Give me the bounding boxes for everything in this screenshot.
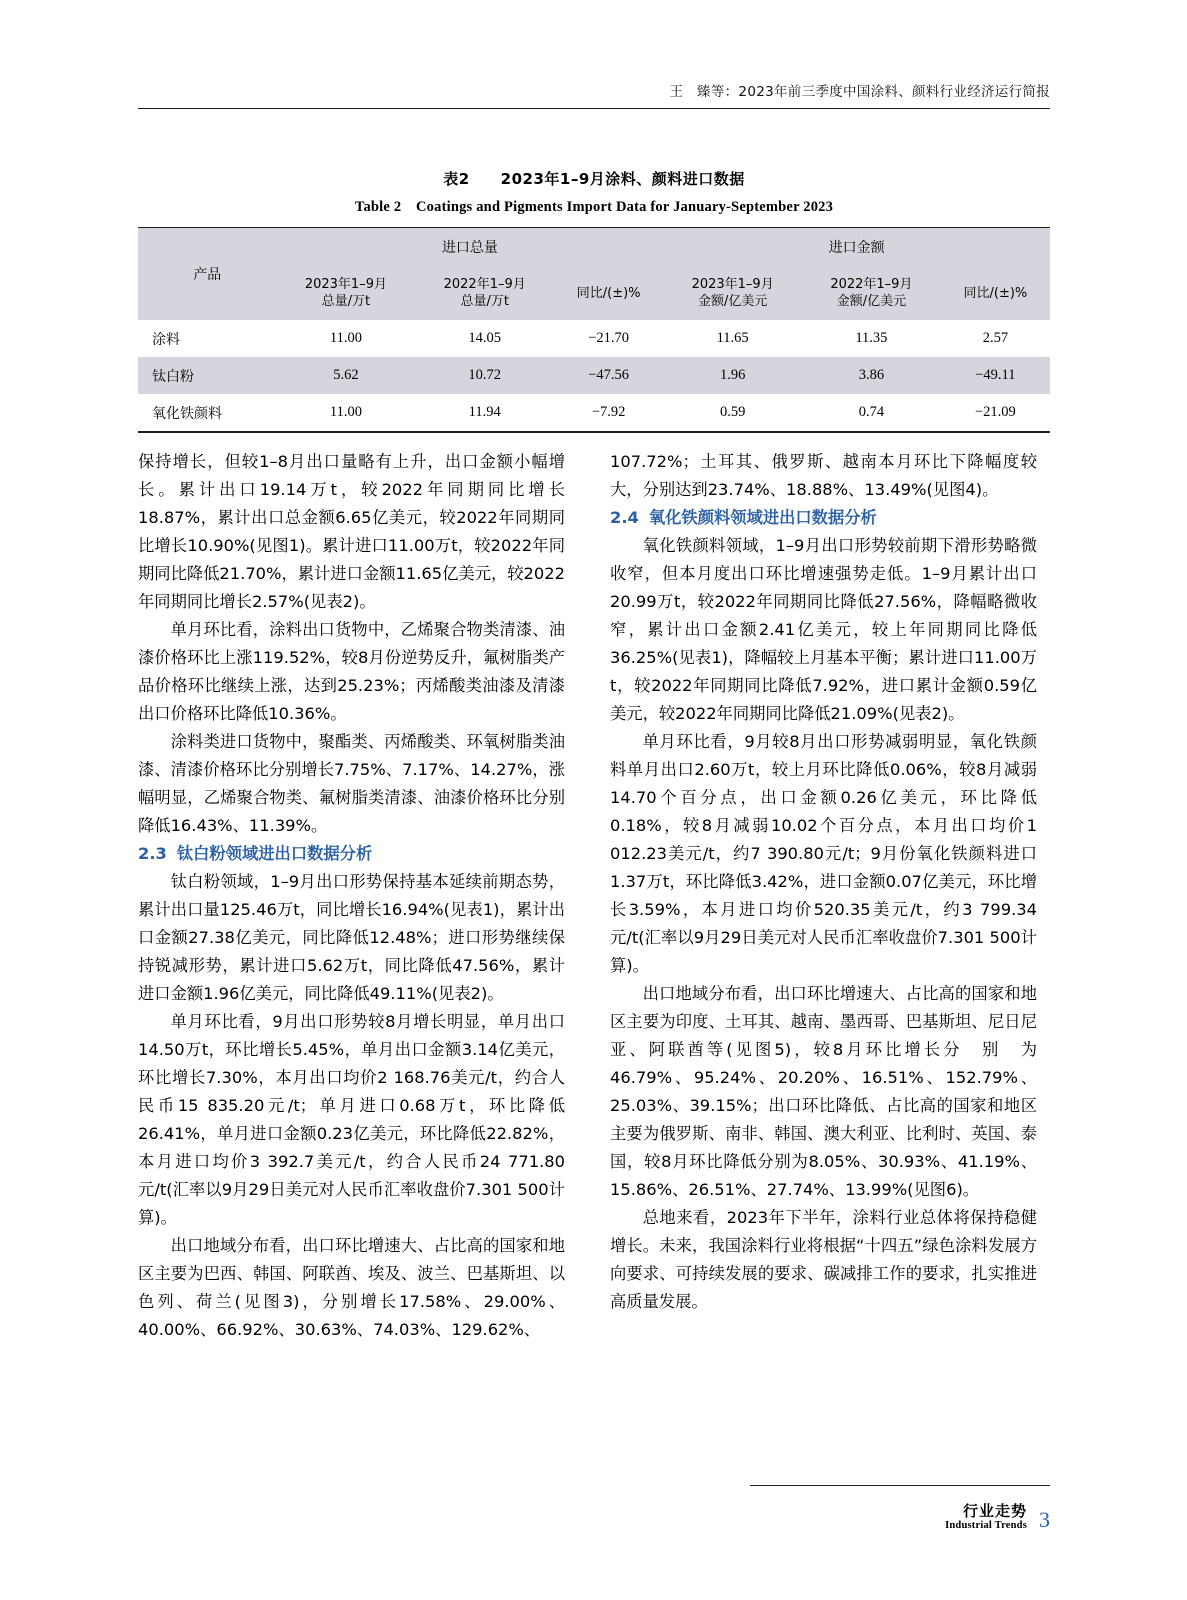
cell-volume-2023: 5.62 [277, 357, 416, 394]
paragraph: 保持增长，但较1–8月出口量略有上升，出口金额小幅增长。累计出口19.14万t，较2022年同期同比增长18.87%，累计出口总金额6.65亿美元，较2022年同期同比增长10.90%(见图1)。累计进口11.00万t，较2022年同期同比降低21.70%，累计进口金额11.65亿美元，较2022年同期同比增长2.57%(见表2)。 [138, 452, 565, 612]
page-footer [750, 1488, 1050, 1532]
footer-label-cn: 行业走势 [962, 1501, 1027, 1520]
section-number: 2.3 [138, 844, 167, 864]
body-column-right [610, 448, 1037, 1316]
paragraph: 出口地域分布看，出口环比增速大、占比高的国家和地区主要为印度、土耳其、越南、墨西哥、巴基斯坦、尼日尼亚、阿联酋等(见图5)，较8月环比增长分 别 为46.79%、95.24%、20.20%、16.51%、152.79%、25.03%、39.15%；出口环比降低、占比高的国家和地区主要为俄罗斯、南非、韩国、澳大利亚、比利时、英国、泰国，较8月环比降低分别为8.05%、30.93%、41.19%、15.86%、26.51%、27.74%、13.99%(见图6)。 [610, 984, 1037, 1200]
cell-product: 氧化铁颜料 [152, 405, 222, 422]
th-amount-2022-line2: 金额/亿美元 [836, 294, 907, 310]
table-title-cn: 表2 2023年1–9月涂料、颜料进口数据 [443, 170, 745, 188]
th-amount-2023 [663, 266, 802, 320]
th-volume-yoy: 同比/(±)% [554, 266, 663, 320]
cell-amount-yoy: −49.11 [941, 357, 1050, 394]
th-amount-2023-line2: 金额/亿美元 [697, 294, 768, 310]
cell-amount-2023: 1.96 [663, 357, 802, 394]
section-title: 钛白粉领域进出口数据分析 [176, 844, 373, 864]
cell-volume-yoy: −47.56 [554, 357, 663, 394]
body-column-left [138, 448, 565, 1345]
cell-volume-2022: 14.05 [468, 330, 501, 347]
cell-amount-yoy: −21.09 [974, 404, 1016, 421]
th-volume-2022-line1: 2022年1–9月 [443, 276, 526, 292]
cell-volume-2023: 11.00 [329, 330, 362, 347]
import-data-table [138, 228, 1050, 431]
header-rule [138, 108, 1050, 109]
table-row [138, 357, 1050, 394]
footer-label-en: Industrial Trends [945, 1519, 1027, 1531]
th-group-value: 进口金额 [663, 228, 1050, 266]
paragraph: 出口地域分布看，出口环比增速大、占比高的国家和地区主要为巴西、韩国、阿联酋、埃及、波兰、巴基斯坦、以色列、荷兰(见图3)，分别增长17.58%、29.00%、40.00%、66.92%、30.63%、74.03%、129.62%、 [138, 1236, 565, 1340]
th-volume-2023-line1: 2023年1–9月 [304, 276, 387, 292]
th-amount-2022 [802, 266, 941, 320]
cell-amount-2022: 0.74 [858, 404, 885, 421]
cell-product: 钛白粉 [138, 357, 277, 394]
th-volume-2023 [277, 266, 416, 320]
table-row [138, 320, 1050, 357]
table-head [138, 228, 1050, 320]
paragraph: 单月环比看，涂料出口货物中，乙烯聚合物类清漆、油漆价格环比上涨119.52%，较8月份逆势反升，氟树脂类产品价格环比继续上涨，达到25.23%；丙烯酸类油漆及清漆出口价格环比降低10.36%。 [138, 620, 565, 724]
table-body [138, 320, 1050, 431]
cell-amount-2022: 11.35 [855, 330, 888, 347]
paragraph: 单月环比看，9月出口形势较8月增长明显，单月出口14.50万t，环比增长5.45%，单月出口金额3.14亿美元，环比增长7.30%，本月出口均价2 168.76美元/t，约合人民币15 835.20元/t；单月进口0.68万t，环比降低26.41%，单月进口金额0.23亿美元，环比降低22.82%，本月进口均价3 392.7美元/t，约合人民币24 771.80元/t(汇率以9月29日美元对人民币汇率收盘价7.301 500计算)。 [138, 1012, 565, 1228]
th-group-volume: 进口总量 [277, 228, 664, 266]
th-volume-2023-line2: 总量/万t [321, 294, 371, 310]
th-amount-2022-line1: 2022年1–9月 [830, 276, 913, 292]
cell-product: 涂料 [152, 331, 180, 348]
paragraph: 单月环比看，9月较8月出口形势减弱明显，氧化铁颜料单月出口2.60万t，较上月环比降低0.06%，较8月减弱14.70个百分点，出口金额0.26亿美元，环比降低0.18%，较8月减弱10.02个百分点，本月出口均价1 012.23美元/t，约7 390.80元/t；9月份氧化铁颜料进口1.37万t，环比降低3.42%，进口金额0.07亿美元，环比增长3.59%，本月进口均价520.35美元/t，约3 799.34元/t(汇率以9月29日美元对人民币汇率收盘价7.301 500计算)。 [610, 732, 1037, 976]
paragraph: 氧化铁颜料领域，1–9月出口形势较前期下滑形势略微收窄，但本月度出口环比增速强势走低。1–9月累计出口20.99万t，较2022年同期同比降低27.56%，降幅略微收窄，累计出口金额2.41亿美元，较上年同期同比降低36.25%(见表1)，降幅较上月基本平衡；累计进口11.00万t，较2022年同期同比降低7.92%，进口累计金额0.59亿美元，较2022年同期同比降低21.09%(见表2)。 [610, 536, 1037, 724]
table-rule-bottom [138, 431, 1050, 432]
table-group-header-row [138, 228, 1050, 266]
cell-volume-yoy: −21.70 [588, 330, 630, 347]
th-amount-yoy: 同比/(±)% [941, 266, 1050, 320]
cell-volume-2022: 11.94 [468, 404, 501, 421]
paragraph: 钛白粉领域，1–9月出口形势保持基本延续前期态势，累计出口量125.46万t，同比增长16.94%(见表1)，累计出口金额27.38亿美元，同比降低12.48%；进口形势继续保持锐减形势，累计进口5.62万t，同比降低47.56%，累计进口金额1.96亿美元，同比降低49.11%(见表2)。 [138, 872, 565, 1004]
table-block [138, 168, 1050, 433]
th-volume-2022-line2: 总量/万t [460, 294, 509, 310]
table-row [138, 394, 1050, 431]
th-amount-2023-line1: 2023年1–9月 [691, 276, 774, 292]
running-header: 王 臻等：2023年前三季度中国涂料、颜料行业经济运行简报 [669, 84, 1050, 100]
cell-amount-2023: 0.59 [719, 404, 746, 421]
page-number: 3 [1039, 1507, 1050, 1532]
th-product: 产品 [138, 228, 277, 320]
cell-amount-2023: 11.65 [716, 330, 749, 347]
cell-volume-yoy: −7.92 [591, 404, 626, 421]
section-heading-2-4 [610, 504, 1037, 532]
cell-amount-yoy: 2.57 [982, 330, 1009, 347]
paragraph: 总地来看，2023年下半年，涂料行业总体将保持稳健增长。未来，我国涂料行业将根据“十四五”绿色涂料发展方向要求、可持续发展的要求、碳减排工作的要求，扎实推进高质量发展。 [610, 1208, 1037, 1312]
cell-volume-2023: 11.00 [329, 404, 362, 421]
section-number: 2.4 [610, 508, 639, 528]
th-volume-2022 [415, 266, 554, 320]
section-title: 氧化铁颜料领域进出口数据分析 [648, 508, 877, 528]
cell-volume-2022: 10.72 [415, 357, 554, 394]
footer-inner [945, 1503, 1050, 1532]
footer-section-label [945, 1503, 1027, 1532]
table-title-en: Table 2 Coatings and Pigments Import Data for January-September 2023 [354, 199, 834, 215]
section-heading-2-3 [138, 840, 565, 868]
footer-rule [750, 1485, 1050, 1486]
paragraph: 涂料类进口货物中，聚酯类、丙烯酸类、环氧树脂类油漆、清漆价格环比分别增长7.75%、7.17%、14.27%，涨幅明显，乙烯聚合物类、氟树脂类清漆、油漆价格环比分别降低16.43%、11.39%。 [138, 732, 565, 836]
cell-amount-2022: 3.86 [802, 357, 941, 394]
paragraph: 107.72%；土耳其、俄罗斯、越南本月环比下降幅度较大，分别达到23.74%、18.88%、13.49%(见图4)。 [610, 452, 1037, 500]
